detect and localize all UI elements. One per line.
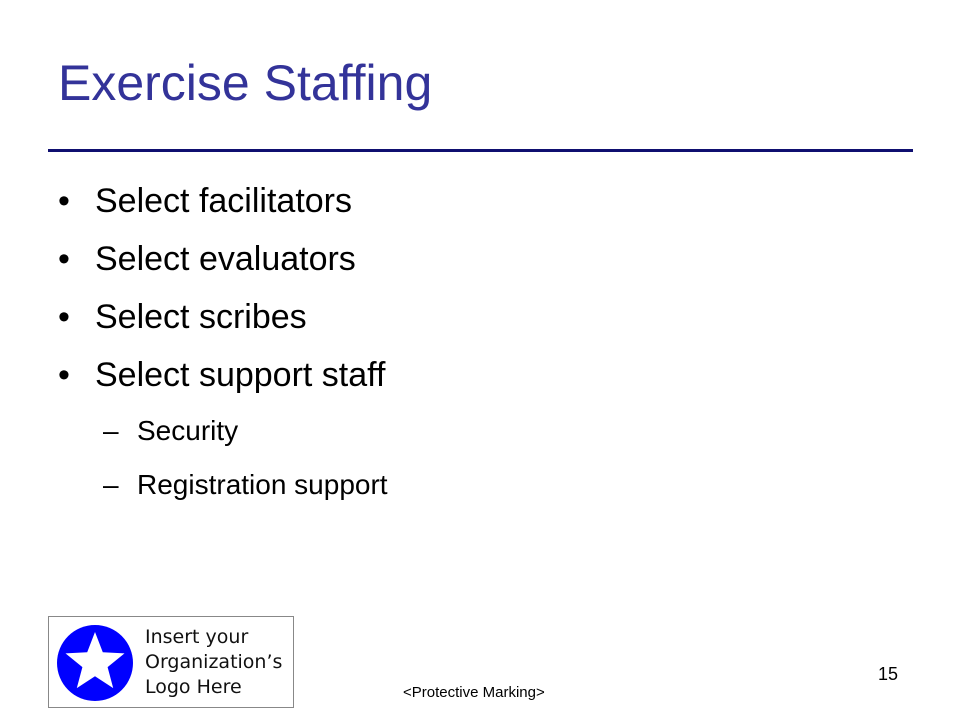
- bullet-text: Select facilitators: [95, 182, 352, 220]
- sub-bullet-text: Security: [137, 415, 239, 446]
- bullet-text: Select evaluators: [95, 240, 356, 278]
- sub-bullet-item: [103, 410, 388, 464]
- bullet-mark: •: [58, 182, 70, 220]
- bullet-list: [58, 178, 388, 518]
- logo-text-line: Logo Here: [145, 676, 242, 698]
- title-underline: [48, 149, 913, 152]
- sub-bullet-mark: –: [103, 415, 119, 446]
- bullet-text: Select support staff: [95, 356, 386, 394]
- bullet-mark: •: [58, 356, 70, 394]
- bullet-mark: •: [58, 298, 70, 336]
- bullet-item: [58, 352, 388, 410]
- bullet-text: Select scribes: [95, 298, 307, 336]
- bullet-mark: •: [58, 240, 70, 278]
- bullet-item: [58, 236, 388, 294]
- logo-placeholder-text: [145, 625, 282, 700]
- sub-bullet-group: [58, 410, 388, 518]
- logo-placeholder: [48, 616, 294, 708]
- sub-bullet-list: [58, 410, 388, 518]
- star-icon: [55, 623, 135, 703]
- protective-marking: <Protective Marking>: [403, 684, 545, 701]
- bullet-item: [58, 178, 388, 236]
- sub-bullet-item: [103, 464, 388, 518]
- bullet-item: [58, 294, 388, 352]
- sub-bullet-mark: –: [103, 469, 119, 500]
- logo-text-line: Insert your: [145, 626, 249, 648]
- logo-text-line: Organization’s: [145, 651, 283, 673]
- page-number: 15: [878, 664, 899, 684]
- slide-title: Exercise Staffing: [58, 55, 433, 111]
- sub-bullet-text: Registration support: [137, 469, 388, 500]
